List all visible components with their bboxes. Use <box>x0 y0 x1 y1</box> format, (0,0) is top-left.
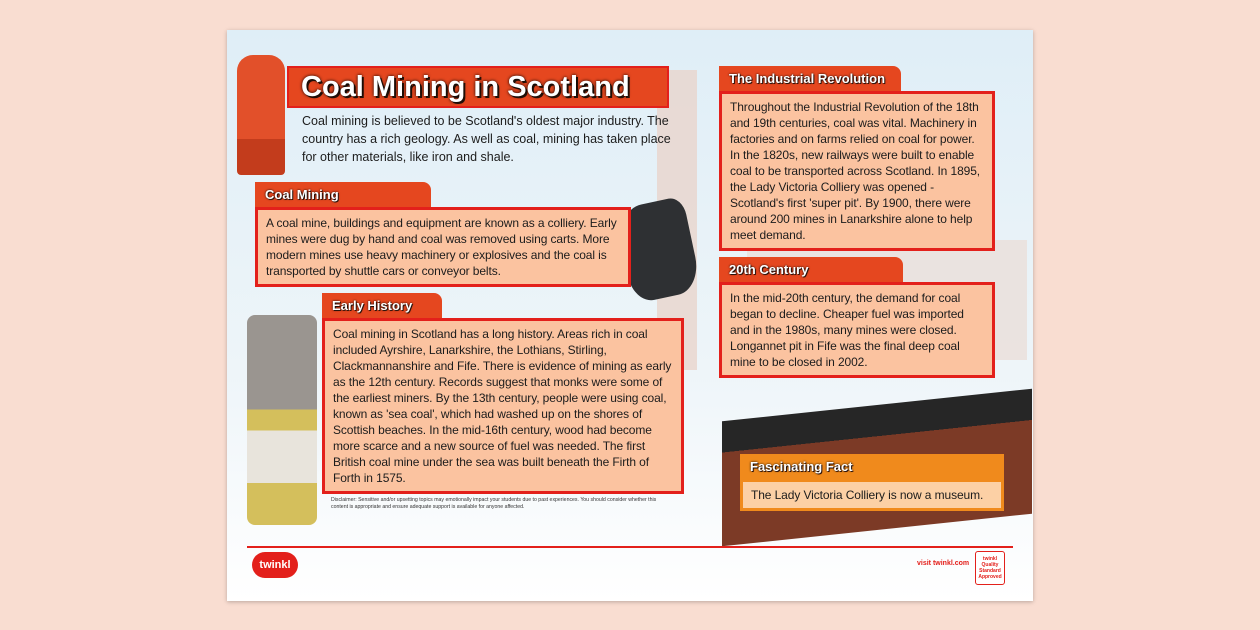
section-body-fascinating-fact: The Lady Victoria Colliery is now a museum. <box>740 479 1004 511</box>
section-heading-early-history: Early History <box>322 293 442 318</box>
section-body-industrial-revolution: Throughout the Industrial Revolution of the 18th and 19th centuries, coal was vital. Machinery in factories and on farms relied on coal for power. In the 1820s, new railways were built to enable coal to be transported across Scotland. In 1895, the Lady Victoria Colliery was opened - Scotland's first 'super pit'. By 1900, there were around 200 mines in Lanarkshire alone to help meet demand. <box>719 91 995 251</box>
miner-illustration <box>237 55 285 175</box>
section-heading-coal-mining: Coal Mining <box>255 182 431 207</box>
footer-divider <box>247 546 1013 548</box>
poster <box>227 30 1033 601</box>
section-heading-20th-century: 20th Century <box>719 257 903 282</box>
visit-link[interactable]: visit twinkl.com <box>917 560 970 567</box>
twinkl-logo[interactable]: twinkl <box>252 552 298 578</box>
left-column <box>255 182 695 511</box>
disclaimer: Disclaimer: Sensitive and/or upsetting topics may emotionally impact your students due to past experiences. You should consider whether this content is appropriate and ensure adequate support is available for anyone affected. <box>331 497 657 510</box>
section-heading-industrial-revolution: The Industrial Revolution <box>719 66 901 91</box>
right-column <box>719 66 1009 378</box>
section-body-20th-century: In the mid-20th century, the demand for coal began to decline. Cheaper fuel was imported and in the 1980s, many mines were closed. Longannet pit in Fife was the final deep coal mine to be closed in 2002. <box>719 282 995 378</box>
section-body-early-history: Coal mining in Scotland has a long history. Areas rich in coal included Ayrshire, Lanarkshire, the Lothians, Stirling, Clackmannanshire and Fife. There is evidence of mining as early as the 12th century. Records suggest that monks were some of the earliest miners. By the 13th century, people were using coal, known as 'sea coal', which had washed up on the shores of Scottish beaches. In the mid-16th century, wood had become more scarce and a new source of fuel was needed. The first British coal mine under the sea was built beneath the Firth of Forth in 1575. <box>322 318 684 494</box>
page-title: Coal Mining in Scotland <box>287 66 669 108</box>
fact-panel <box>740 454 1010 511</box>
section-body-coal-mining: A coal mine, buildings and equipment are known as a colliery. Early mines were dug by hand and coal was removed using carts. More modern mines use heavy machinery or explosives and the coal is transported by shuttle cars or conveyor belts. <box>255 207 631 287</box>
quality-badge: twinkl Quality Standard Approved <box>975 551 1005 585</box>
section-heading-fascinating-fact: Fascinating Fact <box>740 454 1004 479</box>
intro-text: Coal mining is believed to be Scotland's oldest major industry. The country has a rich geology. As well as coal, mining has taken place for other materials, like iron and shale. <box>302 114 671 164</box>
